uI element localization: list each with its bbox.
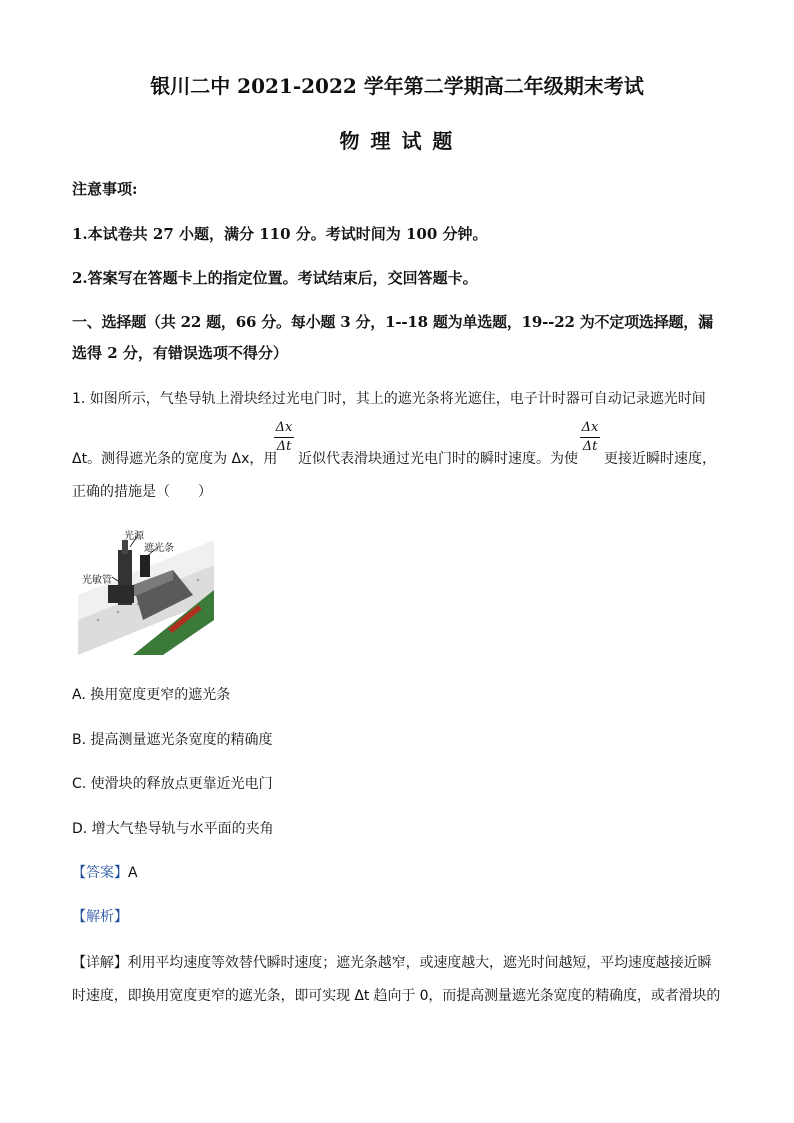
subject-title: 物 理 试 题: [339, 129, 455, 153]
fraction-dx-dt-2: [580, 420, 600, 455]
section-heading-line1: 一、选择题（共 22 题，66 分。每小题 3 分，1--18 题为单选题，19--22 为不定项选择题，漏: [72, 313, 713, 331]
detail-text-1: 利用平均速度等效替代瞬时速度；遮光条越窄，或速度越大，遮光时间越短，平均速度越接近瞬: [127, 955, 712, 971]
option-c: C. 使滑块的释放点更靠近光电门: [72, 776, 273, 792]
option-b: B. 提高测量遮光条宽度的精确度: [72, 732, 273, 748]
air-track-photo: [78, 525, 214, 655]
figure-label-photo-tube: 光敏管: [82, 575, 112, 586]
answer-value: A: [128, 865, 138, 881]
analysis-label: 【解析】: [72, 909, 128, 925]
question-1-line2b: 近似代表滑块通过光电门时的瞬时速度。为使: [298, 451, 578, 467]
option-d: D. 增大气垫导轨与水平面的夹角: [72, 821, 274, 837]
notes-heading: 注意事项:: [72, 180, 138, 198]
question-1-line1: 1. 如图所示，气垫导轨上滑块经过光电门时，其上的遮光条将光遮住，电子计时器可自动记录遮光时间: [72, 391, 706, 407]
question-1-line2a: Δt。测得遮光条的宽度为 Δx，用: [72, 451, 278, 467]
note-item-2: 2.答案写在答题卡上的指定位置。考试结束后，交回答题卡。: [72, 269, 478, 287]
detail-line1: [72, 952, 711, 972]
fraction-dx-dt: [274, 420, 294, 455]
figure-label-light-source: 光源: [124, 531, 144, 542]
answer-label: 【答案】: [72, 865, 128, 881]
answer-line: [72, 862, 138, 882]
fraction-denominator: Δt: [582, 439, 598, 454]
fraction-denominator: Δt: [276, 439, 292, 454]
question-1-line3: 正确的措施是（ ）: [72, 484, 212, 500]
question-1-line2c: 更接近瞬时速度，: [604, 451, 716, 467]
figure-label-shutter: 遮光条: [144, 543, 174, 554]
option-a: A. 换用宽度更窄的遮光条: [72, 687, 231, 703]
fraction-numerator: Δx: [275, 420, 293, 435]
fraction-numerator: Δx: [581, 420, 599, 435]
detail-label: 【详解】: [72, 955, 128, 971]
detail-line2: 时速度，即换用宽度更窄的遮光条，即可实现 Δt 趋向于 0，而提高测量遮光条宽度的精确度，或者滑块的: [72, 988, 721, 1004]
exam-title: 银川二中 2021-2022 学年第二学期高二年级期末考试: [150, 74, 644, 98]
note-item-1: 1.本试卷共 27 小题，满分 110 分。考试时间为 100 分钟。: [72, 225, 488, 243]
section-heading-line2: 选得 2 分，有错误选项不得分）: [72, 344, 288, 362]
